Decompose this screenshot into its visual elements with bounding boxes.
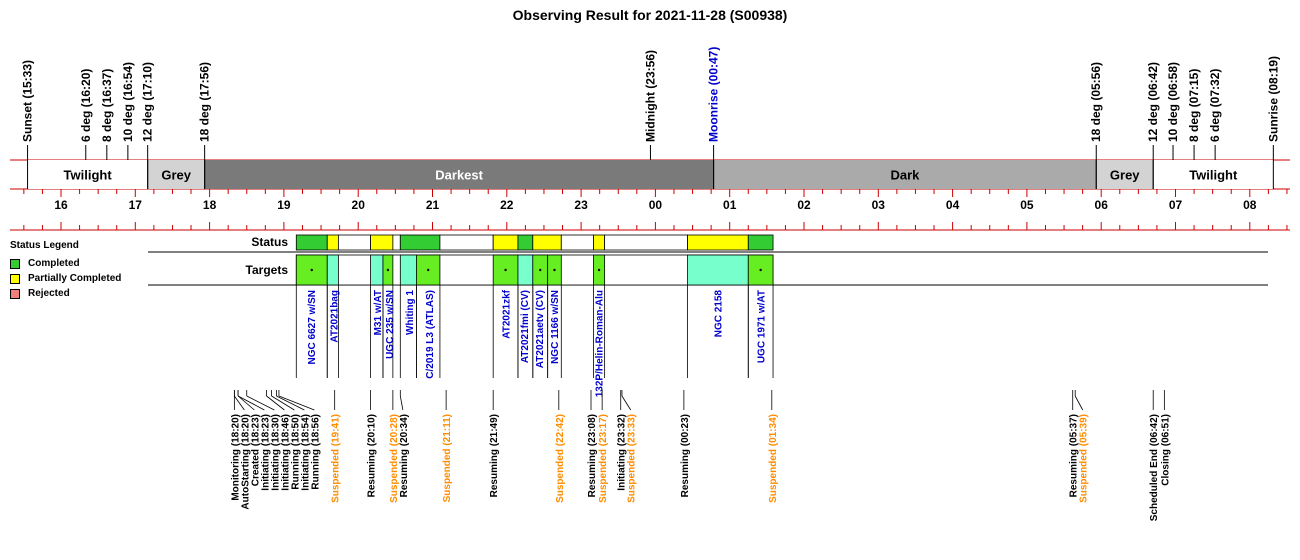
target-name: AT2021aetv (CV) xyxy=(534,290,546,369)
page-title: Observing Result for 2021-11-28 (S00938) xyxy=(512,7,788,23)
time-event-label: Moonrise (00:47) xyxy=(706,46,721,142)
target-name: Whiting 1 xyxy=(404,290,416,335)
hour-label: 05 xyxy=(1020,198,1034,212)
status-segment xyxy=(518,235,533,250)
hour-label: 20 xyxy=(351,198,365,212)
time-event-label: 6 deg (07:32) xyxy=(1208,68,1223,142)
target-segment xyxy=(518,255,533,285)
status-segment xyxy=(296,235,327,250)
hour-label: 01 xyxy=(723,198,737,212)
time-event-label: 8 deg (07:15) xyxy=(1187,68,1202,142)
log-event-tick xyxy=(1075,396,1083,410)
target-marker xyxy=(553,269,555,271)
target-name: NGC 6627 w/SN xyxy=(307,290,319,365)
target-segment xyxy=(327,255,338,285)
target-name: AT2021zkf xyxy=(501,289,513,339)
log-event-label: Monitoring (18:20) xyxy=(230,414,242,501)
sky-band-label: Darkest xyxy=(435,167,483,183)
time-event-label: 18 deg (05:56) xyxy=(1089,61,1104,142)
status-segment xyxy=(393,235,400,250)
target-marker xyxy=(504,269,506,271)
log-event-label: Resuming (05:37) xyxy=(1068,414,1080,498)
log-event-label: Suspended (05:39) xyxy=(1078,414,1090,503)
log-event-label: Suspended (20:28) xyxy=(388,414,400,503)
target-name: UGC 1971 w/AT xyxy=(756,290,768,364)
status-segment xyxy=(533,235,561,250)
time-event-label: Sunrise (08:19) xyxy=(1266,55,1281,142)
log-event-label: Initiating (18:54) xyxy=(300,414,312,491)
log-event-label: Resuming (23:08) xyxy=(587,414,599,498)
time-event-label: 12 deg (17:10) xyxy=(140,61,155,142)
hour-label: 06 xyxy=(1094,198,1108,212)
log-event-label: Resuming (20:34) xyxy=(398,414,410,498)
target-marker xyxy=(311,269,313,271)
hour-label: 21 xyxy=(425,198,440,212)
status-segment xyxy=(748,235,773,250)
target-segment xyxy=(371,255,383,285)
hour-label: 07 xyxy=(1168,198,1183,212)
target-name: AT2021bag xyxy=(329,290,341,343)
log-event-label: Initiating (18:46) xyxy=(280,414,292,491)
target-marker xyxy=(759,269,761,271)
sky-band-label: Grey xyxy=(1109,167,1140,183)
target-marker xyxy=(539,269,541,271)
hour-label: 08 xyxy=(1243,198,1257,212)
hour-label: 00 xyxy=(648,198,663,212)
status-segment xyxy=(371,235,393,250)
target-name: AT2021fmi (CV) xyxy=(520,290,532,364)
log-event-label: Suspended (22:42) xyxy=(554,414,566,503)
hour-label: 19 xyxy=(277,198,291,212)
hour-label: 17 xyxy=(128,198,142,212)
log-event-label: Suspended (23:17) xyxy=(598,414,610,503)
time-event-label: 12 deg (06:42) xyxy=(1146,61,1161,142)
targets-row-label: Targets xyxy=(245,263,288,277)
log-event-tick xyxy=(400,396,403,410)
target-name: NGC 1166 w/SN xyxy=(549,290,561,364)
status-segment xyxy=(688,235,749,250)
target-marker xyxy=(387,269,389,271)
log-event-tick xyxy=(622,396,631,410)
log-event-label: Scheduled End (06:42) xyxy=(1149,414,1161,522)
target-name: 132P/Helin-Roman-Alu xyxy=(594,290,606,398)
hour-label: 04 xyxy=(945,198,960,212)
time-event-label: Sunset (15:33) xyxy=(20,59,35,142)
hour-label: 18 xyxy=(202,198,217,212)
status-segment xyxy=(400,235,440,250)
time-event-label: 10 deg (06:58) xyxy=(1166,61,1181,142)
log-event-label: Initiating (18:23) xyxy=(260,414,272,491)
log-event-label: Created (18:23) xyxy=(250,414,262,487)
legend-label-rejected: Rejected xyxy=(28,288,70,299)
log-event-label: Resuming (20:10) xyxy=(366,414,378,498)
target-marker xyxy=(427,269,429,271)
target-name: NGC 2158 xyxy=(713,290,725,338)
log-event-label: Suspended (19:41) xyxy=(330,414,342,503)
time-event-label: 10 deg (16:54) xyxy=(120,61,135,142)
log-event-label: Resuming (00:23) xyxy=(679,414,691,498)
status-segment xyxy=(593,235,604,250)
log-event-label: AutoStarting (18:20) xyxy=(240,414,252,510)
status-segment xyxy=(338,235,370,250)
log-event-label: Initiating (18:30) xyxy=(270,414,282,491)
time-event-label: 6 deg (16:20) xyxy=(78,68,93,142)
legend-title: Status Legend xyxy=(10,240,79,251)
legend-label-partial: Partially Completed xyxy=(28,273,122,284)
log-event-label: Suspended (23:33) xyxy=(626,414,638,503)
sky-band-label: Dark xyxy=(890,167,920,183)
target-name: C/2019 L3 (ATLAS) xyxy=(424,290,436,379)
time-event-label: 18 deg (17:56) xyxy=(197,61,212,142)
status-segment xyxy=(493,235,518,250)
status-segment xyxy=(327,235,338,250)
hour-label: 03 xyxy=(871,198,885,212)
log-event-label: Closing (06:51) xyxy=(1160,414,1172,486)
log-event-label: Suspended (01:34) xyxy=(767,414,779,503)
hour-label: 22 xyxy=(500,198,514,212)
log-event-label: Running (18:56) xyxy=(310,414,322,490)
status-row-label: Status xyxy=(251,235,288,249)
target-name: UGC 235 w/SN xyxy=(385,290,397,359)
log-event-label: Initiating (23:32) xyxy=(616,414,628,491)
target-segment xyxy=(688,255,749,285)
log-event-tick xyxy=(279,396,314,410)
status-segment xyxy=(605,235,688,250)
hour-label: 23 xyxy=(574,198,588,212)
log-event-label: Resuming (21:49) xyxy=(489,414,501,498)
sky-band-label: Grey xyxy=(161,167,191,183)
status-segment xyxy=(561,235,593,250)
hour-label: 02 xyxy=(797,198,811,212)
sky-band-label: Twilight xyxy=(1189,167,1238,183)
legend-label-completed: Completed xyxy=(28,258,80,269)
sky-band-label: Twilight xyxy=(63,167,112,183)
hour-label: 16 xyxy=(54,198,68,212)
target-segment xyxy=(400,255,416,285)
log-event-label: Suspended (21:11) xyxy=(442,414,454,503)
target-name: M31 w/AT xyxy=(372,290,384,336)
status-segment xyxy=(440,235,493,250)
log-event-label: Running (18:50) xyxy=(290,414,302,490)
time-event-label: Midnight (23:56) xyxy=(643,50,658,142)
time-event-label: 8 deg (16:37) xyxy=(99,68,114,142)
target-marker xyxy=(598,269,600,271)
